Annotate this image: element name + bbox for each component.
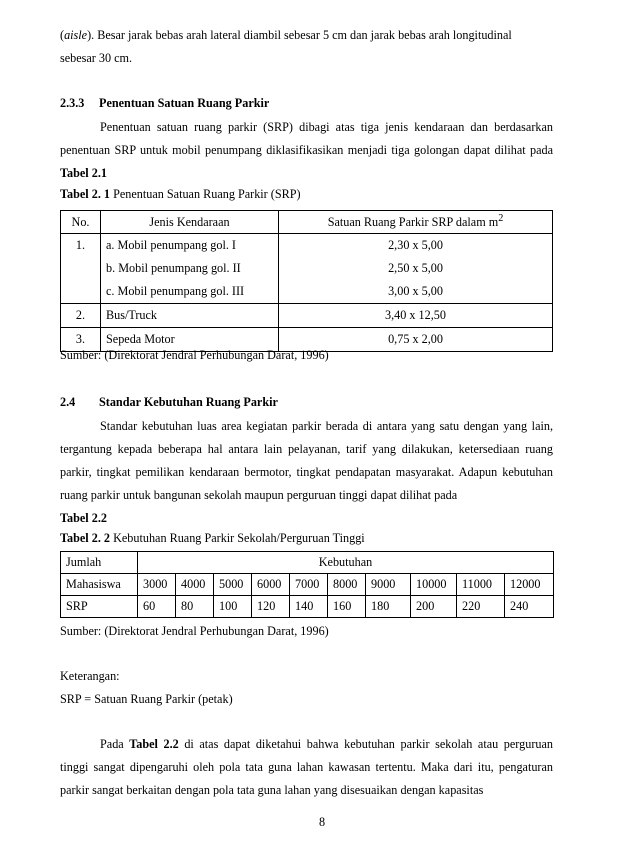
table-cell: 7000	[290, 574, 328, 596]
table-row	[61, 304, 553, 328]
table-row	[61, 552, 554, 574]
table-cell-vehicle: Bus/Truck	[101, 304, 279, 328]
closing-lead: Pada	[100, 737, 130, 751]
section-title: Penentuan Satuan Ruang Parkir	[99, 96, 270, 110]
row-label-srp: SRP	[61, 596, 138, 618]
table-cell-no: 3.	[61, 328, 101, 352]
table-header-no: No.	[61, 211, 101, 234]
table-cell-srp: 3,40 x 12,50	[279, 304, 553, 328]
intro-line-1: (aisle). Besar jarak bebas arah lateral diambil sebesar 5 cm dan jarak bebas arah longitudinal	[60, 28, 512, 42]
srp-value: 2,50 x 5,00	[388, 261, 443, 275]
table-cell: 60	[138, 596, 176, 618]
table-cell-vehicle: Sepeda Motor	[101, 328, 279, 352]
table-reference: Tabel 2.2	[129, 737, 179, 751]
table-header-vehicle: Jenis Kendaraan	[101, 211, 279, 234]
intro-line-2: sebesar 30 cm.	[60, 51, 133, 65]
table-cell: 80	[176, 596, 214, 618]
table-cell-vehicle	[101, 234, 279, 304]
table-2-caption-text: Kebutuhan Ruang Parkir Sekolah/Perguruan Tinggi	[110, 531, 365, 545]
table-cell: 200	[411, 596, 457, 618]
table-1-caption-text: Penentuan Satuan Ruang Parkir (SRP)	[110, 187, 301, 201]
vehicle-item: a. Mobil penumpang gol. I	[106, 238, 236, 252]
table-cell-no: 1.	[61, 234, 101, 304]
table-cell: 5000	[214, 574, 252, 596]
table-reference: Tabel 2.2	[60, 511, 107, 525]
superscript: 2	[498, 213, 504, 225]
table-cell-no: 2.	[61, 304, 101, 328]
table-header-srp-text: Satuan Ruang Parkir SRP dalam m	[327, 215, 499, 230]
aisle-term: aisle	[64, 28, 88, 42]
table-cell: 4000	[176, 574, 214, 596]
section-heading-2-4	[60, 395, 278, 410]
table-cell: 3000	[138, 574, 176, 596]
srp-value: 2,30 x 5,00	[388, 238, 443, 252]
table-cell-srp: 0,75 x 2,00	[279, 328, 553, 352]
table-reference: Tabel 2.1	[60, 166, 107, 180]
table-cell: 9000	[366, 574, 411, 596]
table-cell: 8000	[328, 574, 366, 596]
notes-label: Keterangan:	[60, 669, 120, 683]
table-row	[61, 234, 553, 304]
header-jumlah: Jumlah	[61, 552, 138, 574]
srp-definition: SRP = Satuan Ruang Parkir (petak)	[60, 692, 233, 706]
section-2-3-3-paragraph	[60, 116, 553, 185]
row-label-mahasiswa: Mahasiswa	[61, 574, 138, 596]
table-2	[60, 551, 554, 618]
intro-line-1-rest: ). Besar jarak bebas arah lateral diambil sebesar 5 cm dan jarak bebas arah longitudinal	[87, 28, 512, 42]
vehicle-item: b. Mobil penumpang gol. II	[106, 261, 241, 275]
table-cell: 240	[505, 596, 554, 618]
table-1-caption-label: Tabel 2. 1	[60, 187, 111, 201]
table-cell: 6000	[252, 574, 290, 596]
section-title: Standar Kebutuhan Ruang Parkir	[99, 395, 278, 409]
table-cell: 180	[366, 596, 411, 618]
table-2-caption	[60, 531, 365, 546]
table-cell-srp	[279, 234, 553, 304]
paragraph-text: Standar kebutuhan luas area kegiatan parkir berada di antara yang satu dengan yang lain, tergantung kepada beberapa hal antara lain pelayanan, tarif yang dilakukan, ketersediaan ruang parkir, tingkat pemilikan kendaraan bermotor, tingkat pendapatan masyarakat. Adapun kebutuhan ruang parkir untuk bangunan sekolah maupun perguruan tinggi dapat dilihat pada	[60, 419, 553, 502]
table-cell: 10000	[411, 574, 457, 596]
section-number: 2.3.3	[60, 96, 85, 110]
table-cell: 220	[457, 596, 505, 618]
table-1	[60, 210, 553, 352]
section-2-4-paragraph	[60, 415, 553, 530]
table-1-source: Sumber: (Direktorat Jendral Perhubungan Darat, 1996)	[60, 348, 329, 362]
table-2-source: Sumber: (Direktorat Jendral Perhubungan Darat, 1996)	[60, 624, 329, 638]
table-cell: 100	[214, 596, 252, 618]
table-1-caption	[60, 187, 301, 202]
closing-paragraph	[60, 733, 553, 802]
table-row	[61, 211, 553, 234]
srp-value: 3,00 x 5,00	[388, 284, 443, 298]
table-cell: 120	[252, 596, 290, 618]
header-kebutuhan: Kebutuhan	[138, 552, 554, 574]
closing-text: di atas dapat diketahui bahwa kebutuhan parkir sekolah atau perguruan tinggi sangat dipengaruhi oleh pola tata guna lahan kawasan tertentu. Maka dari itu, pengaturan parkir sangat berkaitan dengan pola tata guna lahan yang disesuaikan dengan kapasitas	[60, 737, 553, 797]
paragraph-text: Penentuan satuan ruang parkir (SRP) dibagi atas tiga jenis kendaraan dan berdasarkan penentuan SRP untuk mobil penumpang diklasifikasikan menjadi tiga golongan dapat dilihat pada	[60, 120, 553, 157]
vehicle-item: c. Mobil penumpang gol. III	[106, 284, 245, 298]
table-header-srp	[279, 211, 553, 234]
table-2-caption-label: Tabel 2. 2	[60, 531, 111, 545]
section-heading-2-3-3	[60, 96, 269, 111]
table-cell: 160	[328, 596, 366, 618]
table-cell: 140	[290, 596, 328, 618]
table-cell: 12000	[505, 574, 554, 596]
table-row	[61, 596, 554, 618]
table-row	[61, 574, 554, 596]
section-number: 2.4	[60, 395, 76, 409]
table-cell: 11000	[457, 574, 505, 596]
page-number: 8	[318, 815, 326, 829]
